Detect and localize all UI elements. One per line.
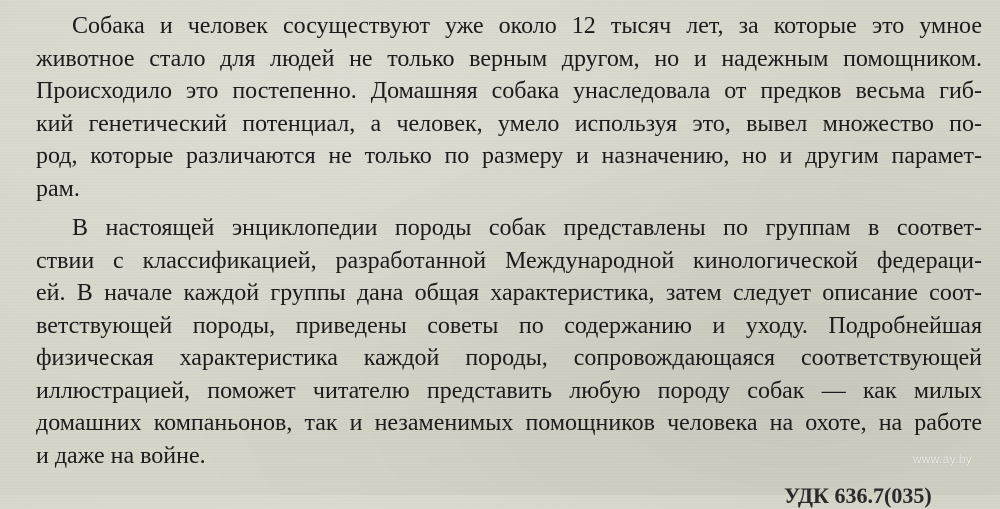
text-line: В настоящей энциклопедии породы собак представлены по группам в соответ- xyxy=(72,215,982,241)
paragraph-1 xyxy=(36,10,982,205)
text-line: физическая характеристика каждой породы, сопровождающаяся соответствующей xyxy=(36,345,982,371)
text-line: рам. xyxy=(36,175,80,202)
text-line: Происходило это постепенно. Домашняя собака унаследовала от предков весьма гиб- xyxy=(36,78,982,104)
text-line: иллюстрацией, поможет читателю представить любую породу собак — как милых xyxy=(36,377,982,404)
text-line: и даже на войне. xyxy=(36,442,206,469)
udc-code-partial: УДК 636.7(035) xyxy=(784,483,932,508)
text-line: ей. В начале каждой группы дана общая характеристика, затем следует описание соот- xyxy=(36,280,982,306)
paragraph-2 xyxy=(36,212,982,472)
text-line: животное стало для людей не только верным другом, но и надежным помощником. xyxy=(36,45,982,72)
text-line: ветствующей породы, приведены советы по содержанию и уходу. Подробнейшая xyxy=(36,312,982,339)
text-line: домашних компаньонов, так и незаменимых помощников человека на охоте, на работе xyxy=(36,410,982,436)
text-line: ствии с классификацией, разработанной Международной кинологической федераци- xyxy=(36,247,982,274)
text-line: кий генетический потенциал, а человек, умело используя это, вывел множество по- xyxy=(36,110,982,137)
text-line: род, которые различаются не только по размеру и назначению, но и другим парамет- xyxy=(36,143,982,169)
watermark: www.ay.by xyxy=(912,452,972,466)
text-line: Собака и человек сосуществуют уже около 12 тысяч лет, за которые это умное xyxy=(72,13,982,39)
document-body xyxy=(36,10,982,472)
